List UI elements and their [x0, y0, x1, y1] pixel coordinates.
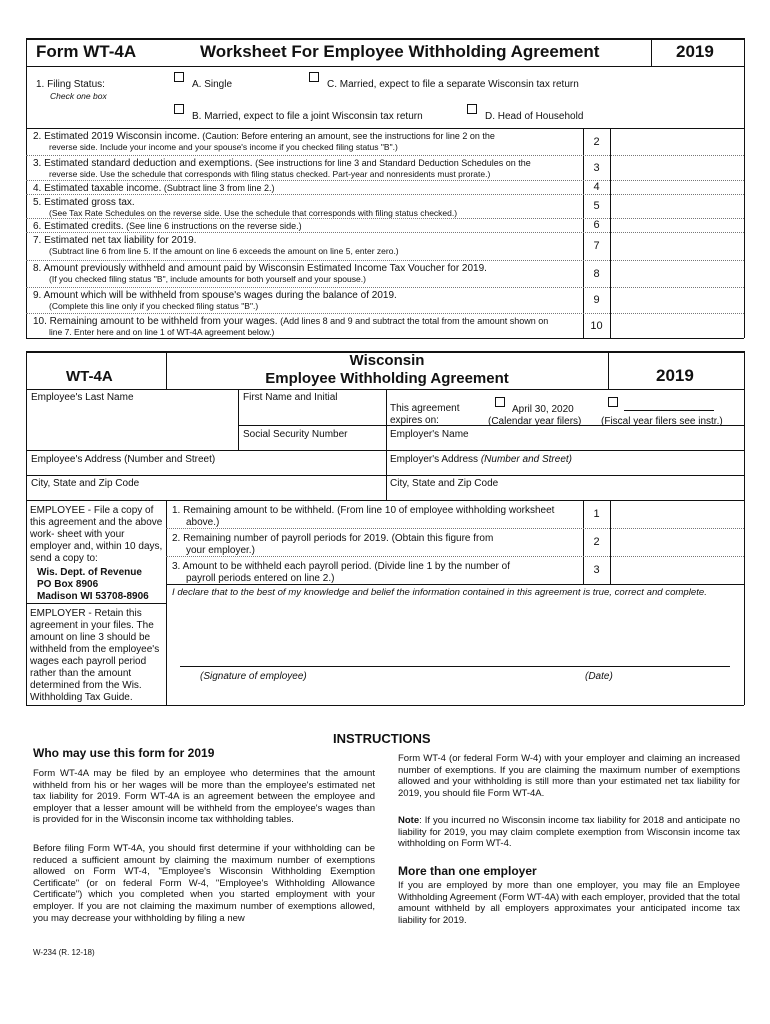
- agreement-line-3-text: 3. Amount to be withheld each payroll period. (Divide line 1 by the number of: [172, 561, 510, 572]
- worksheet-line-5-number: 5: [593, 200, 600, 212]
- worksheet-line-2-main: 2. Estimated 2019 Wisconsin income.: [33, 131, 200, 142]
- expires-label: This agreement expires on:: [390, 403, 460, 426]
- worksheet-line-10-sub: line 7. Enter here and on line 1 of WT-4A agreement below.): [49, 327, 275, 337]
- dor-address-1: Wis. Dept. of Revenue: [37, 567, 142, 578]
- agreement-line-2-amount[interactable]: [613, 530, 741, 554]
- agreement-line-3-sub: payroll periods entered on line 2.): [186, 573, 335, 584]
- agreement-line-1-sub: above.): [186, 517, 220, 528]
- worksheet-line-9-main: 9. Amount which will be withheld from spouse's wages during the balance of 2019.: [33, 290, 397, 301]
- date-label: (Date): [585, 671, 613, 682]
- ssn-label: Social Security Number: [243, 429, 348, 440]
- employer-name-label: Employer's Name: [390, 429, 469, 440]
- first-name-input[interactable]: [243, 405, 381, 423]
- employer-address-label-a: Employer's Address: [390, 454, 481, 465]
- who-paragraph-2: Before filing Form WT-4A, you should first determine if your withholding can be reduced a sufficient amount by claiming the maximum number of exemptions allowed on Form WT-4, "Employee's Wisconsin Withholding Exemption Certificate" (or on federal Form W-4, "Employee's Withholding Allowance Certificate") which you completed when you started employment with your employer. If you are not claiming the maximum number of exemptions allowed, you may decrease your withholding by filing a new: [33, 843, 375, 924]
- status-married-separate-label: C. Married, expect to file a separate Wisconsin tax return: [327, 79, 579, 90]
- worksheet-line-10-note: (Add lines 8 and 9 and subtract the total from the amount shown on: [277, 316, 549, 326]
- worksheet-title: Worksheet For Employee Withholding Agreement: [200, 42, 600, 61]
- employee-address-label: Employee's Address (Number and Street): [31, 454, 216, 465]
- worksheet-line-3-number: 3: [593, 161, 600, 174]
- worksheet-line-4-number: 4: [593, 181, 600, 193]
- employee-note: EMPLOYEE - File a copy of this agreement and the above work- sheet with your employer and, within 10 days, send a copy to:: [30, 505, 163, 564]
- employee-last-name-label: Employee's Last Name: [31, 392, 134, 403]
- worksheet-line-2-amount[interactable]: [613, 130, 741, 153]
- worksheet-line-8-main: 8. Amount previously withheld and amount paid by Wisconsin Estimated Income Tax Voucher for 2019.: [33, 263, 487, 274]
- agreement-title-line1: Wisconsin: [349, 352, 425, 369]
- fiscal-year-checkbox[interactable]: [608, 397, 618, 407]
- agreement-title-line2: Employee Withholding Agreement: [265, 370, 509, 387]
- worksheet-line-2-number: 2: [593, 135, 600, 148]
- worksheet-line-2-sub: reverse side. Include your income and your spouse's income if you checked filing status "B".): [49, 142, 398, 152]
- worksheet-line-8-sub: (If you checked filing status "B", include amounts for both yourself and your spouse.): [49, 274, 366, 284]
- employer-note: EMPLOYER - Retain this agreement in your files. The amount on line 3 should be withheld from the employee's wages each payroll period rather than the amount determined from the Wis. Withholding Tax Guide.: [30, 608, 160, 703]
- worksheet-line-10-main: 10. Remaining amount to be withheld from your wages.: [33, 316, 278, 327]
- worksheet-line-7-sub: (Subtract line 6 from line 5. If the amount on line 6 exceeds the amount on line 5, enter zero.): [49, 246, 399, 256]
- worksheet-line-8-number: 8: [593, 267, 600, 280]
- signature-input[interactable]: [182, 648, 582, 664]
- right-paragraph-1: Form WT-4 (or federal Form W-4) with your employer and claiming an increased number of exemptions. If you are claiming the maximum number of exemptions allowed and your withholding is still more than your estimated net tax liability for 2019, you should file Form WT-4A.: [398, 753, 740, 799]
- worksheet-line-10-number: 10: [590, 319, 603, 332]
- worksheet-line-10-amount[interactable]: [613, 315, 741, 336]
- who-heading: Who may use this form for 2019: [33, 746, 215, 760]
- note-text: : If you incurred no Wisconsin income tax liability for 2018 and anticipate no liability for 2019, you may claim complete exemption from Wisconsin income tax withholding on Form WT-4.: [398, 815, 740, 850]
- worksheet-line-2-note: (Caution: Before entering an amount, see the instructions for line 2 on the: [199, 131, 495, 141]
- worksheet-line-6-number: 6: [593, 219, 600, 231]
- note-label: Note: [398, 815, 420, 826]
- worksheet-line-3-note: (See instructions for line 3 and Standard Deduction Schedules on the: [252, 158, 531, 168]
- who-paragraph-1: Form WT-4A may be filed by an employee who determines that the amount withheld from his or her wages will be more than the employee's estimated net tax liability for 2019. Form WT-4A is an agreement between the employee and employer that a lesser amount will be withheld from the employee's wages than is provided for in the Wisconsin income tax withholding tables.: [33, 768, 375, 826]
- agreement-line-2-number: 2: [593, 536, 600, 548]
- instructions-heading: INSTRUCTIONS: [333, 731, 431, 746]
- agreement-line-1-amount[interactable]: [613, 502, 741, 526]
- agreement-year: 2019: [656, 366, 694, 385]
- agreement-line-2-text: 2. Remaining number of payroll periods for 2019. (Obtain this figure from: [172, 533, 494, 544]
- agreement-line-1-number: 1: [593, 508, 600, 520]
- status-single-checkbox[interactable]: [174, 72, 184, 82]
- filing-status-label: 1. Filing Status:: [36, 79, 105, 90]
- employer-city-label: City, State and Zip Code: [390, 478, 499, 489]
- agreement-line-1-text: 1. Remaining amount to be withheld. (From line 10 of employee withholding worksheet: [172, 505, 555, 516]
- worksheet-line-4-main: 4. Estimated taxable income.: [33, 183, 162, 194]
- expires-date: April 30, 2020: [512, 404, 574, 415]
- worksheet-form-id: Form WT-4A: [36, 42, 137, 61]
- status-head-household-label: D. Head of Household: [485, 111, 584, 122]
- fiscal-year-label: (Fiscal year filers see instr.): [601, 416, 723, 427]
- worksheet-line-3-main: 3. Estimated standard deduction and exemptions.: [33, 158, 253, 169]
- agreement-line-2-sub: your employer.): [186, 545, 255, 556]
- form-code: W-234 (R. 12-18): [33, 948, 95, 957]
- worksheet-year: 2019: [676, 42, 714, 61]
- agreement-line-3-amount[interactable]: [613, 558, 741, 582]
- first-name-label: First Name and Initial: [243, 392, 338, 403]
- status-head-household-checkbox[interactable]: [467, 104, 477, 114]
- calendar-year-label: (Calendar year filers): [488, 416, 582, 427]
- signature-label: (Signature of employee): [200, 671, 307, 682]
- employer-address-label: [390, 454, 572, 466]
- filing-status-sub: Check one box: [50, 91, 107, 101]
- fiscal-year-date-input[interactable]: [624, 398, 714, 410]
- declaration-text: I declare that to the best of my knowledge and belief the information contained in this agreement is true, correct and complete.: [172, 587, 707, 598]
- employer-address-label-b: (Number and Street): [480, 454, 572, 465]
- worksheet-line-6-main: 6. Estimated credits.: [33, 221, 124, 232]
- status-married-separate-checkbox[interactable]: [309, 72, 319, 82]
- note-paragraph: [398, 815, 740, 850]
- worksheet-line-9-amount[interactable]: [613, 289, 741, 311]
- more-employer-heading: More than one employer: [398, 864, 537, 878]
- employee-city-label: City, State and Zip Code: [31, 478, 140, 489]
- worksheet-line-6-note: (See line 6 instructions on the reverse side.): [123, 221, 302, 231]
- agreement-line-3-number: 3: [593, 564, 600, 576]
- worksheet-line-3-sub: reverse side. Use the schedule that corresponds with filing status checked. Part-year and nonresidents must prorate.): [49, 169, 491, 179]
- worksheet-line-5-amount[interactable]: [613, 196, 741, 216]
- employer-name-input[interactable]: [390, 441, 740, 449]
- dor-address-3: Madison WI 53708-8906: [37, 591, 149, 602]
- signature-date-input[interactable]: [588, 648, 728, 664]
- worksheet-line-9-number: 9: [593, 294, 600, 306]
- status-single-label: A. Single: [192, 79, 233, 90]
- worksheet-line-6-amount[interactable]: [613, 220, 741, 230]
- status-married-joint-checkbox[interactable]: [174, 104, 184, 114]
- agreement-form-id: WT-4A: [66, 368, 113, 385]
- worksheet-line-5-sub: (See Tax Rate Schedules on the reverse side. Use the schedule that corresponds with filing status checked.): [49, 208, 458, 218]
- worksheet-line-4-amount[interactable]: [613, 182, 741, 192]
- worksheet-line-8-amount[interactable]: [613, 262, 741, 285]
- status-married-joint-label: B. Married, expect to file a joint Wisconsin tax return: [192, 111, 423, 122]
- calendar-year-checkbox[interactable]: [495, 397, 505, 407]
- employee-last-name-input[interactable]: [31, 410, 231, 440]
- worksheet-line-9-sub: (Complete this line only if you checked filing status "B".): [49, 301, 259, 311]
- worksheet-line-7-amount[interactable]: [613, 234, 741, 258]
- worksheet-line-7-main: 7. Estimated net tax liability for 2019.: [33, 235, 197, 246]
- dor-address-2: PO Box 8906: [37, 579, 99, 590]
- worksheet-line-4-note: (Subtract line 3 from line 2.): [161, 183, 275, 193]
- worksheet-line-5-main: 5. Estimated gross tax.: [33, 197, 135, 208]
- more-employer-text: If you are employed by more than one employer, you may file an Employee Withholding Agreement (Form WT-4A) with each employer, provided that the total amount withheld by all employers approximates your anticipated income tax liability for 2019.: [398, 880, 740, 926]
- worksheet-line-7-number: 7: [593, 240, 600, 252]
- worksheet-line-3-amount[interactable]: [613, 157, 741, 178]
